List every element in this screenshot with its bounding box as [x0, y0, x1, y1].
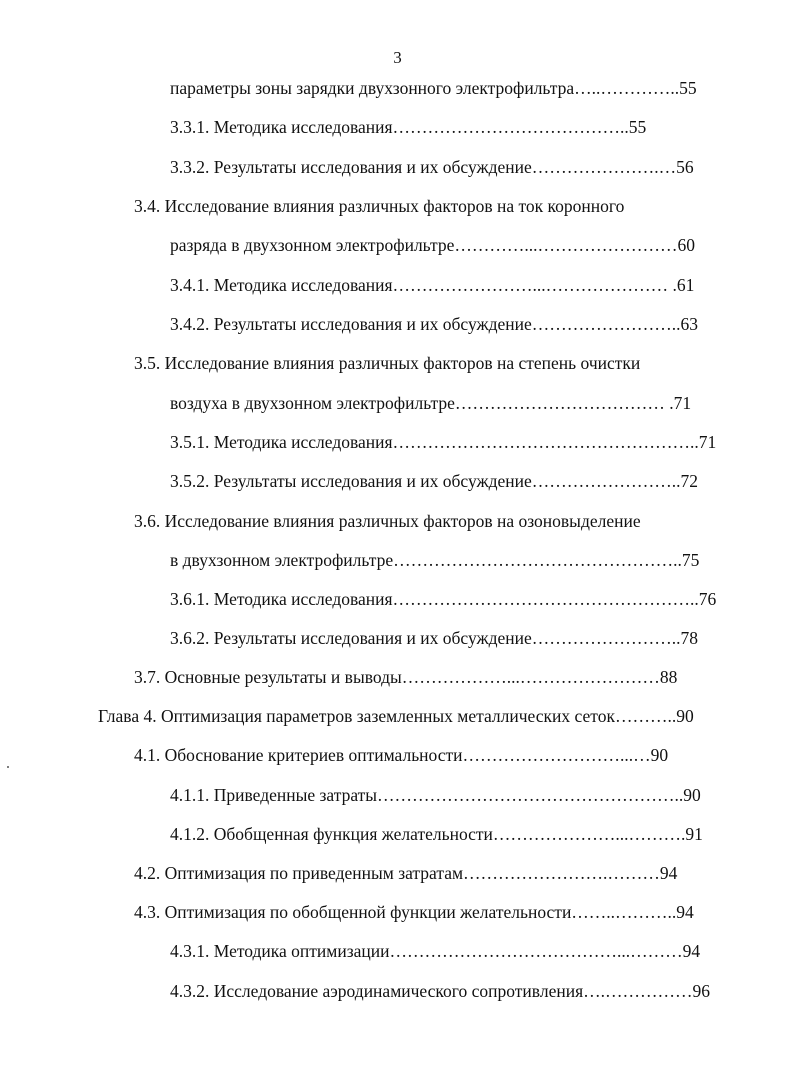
toc-entry-3-6-1: 3.6.1. Методика исследования……………………………………………..76	[170, 589, 717, 609]
toc-entry-3-6: 3.6. Исследование влияния различных факторов на озоновыделение	[134, 511, 641, 531]
toc-entry-4-2: 4.2. Оптимизация по приведенным затратам…………………….………94	[134, 863, 678, 883]
toc-entry-4-1: 4.1. Обоснование критериев оптимальности………………………...…90	[134, 745, 669, 765]
page-number: 3	[393, 48, 402, 67]
toc-entry-chapter-4: Глава 4. Оптимизация параметров заземленных металлических сеток………..90	[98, 706, 694, 726]
toc-entry-4-3-2: 4.3.2. Исследование аэродинамического сопротивления….……………96	[170, 981, 710, 1001]
toc-entry-3-4-continued: разряда в двухзонном электрофильтре…………...……………………60	[170, 235, 695, 255]
toc-entry-3-3-2: 3.3.2. Результаты исследования и их обсуждение………………….…56	[170, 157, 694, 177]
toc-entry-4-1-1: 4.1.1. Приведенные затраты……………………………………………..90	[170, 785, 701, 805]
scan-speck	[7, 766, 9, 768]
toc-entry-3-3-1: 3.3.1. Методика исследования…………………………………..55	[170, 117, 647, 137]
toc-entry-4-3-1: 4.3.1. Методика оптимизации…………………………………...………94	[170, 941, 701, 961]
toc-entry-3-5-2: 3.5.2. Результаты исследования и их обсуждение……………………..72	[170, 471, 698, 491]
toc-entry-4-1-2: 4.1.2. Обобщенная функция желательности…………………...……….91	[170, 824, 703, 844]
toc-entry-3-4-2: 3.4.2. Результаты исследования и их обсуждение……………………..63	[170, 314, 698, 334]
toc-entry-3-5-1: 3.5.1. Методика исследования……………………………………………..71	[170, 432, 717, 452]
toc-entry-3-6-continued: в двухзонном электрофильтре…………………………………………..75	[170, 550, 700, 570]
toc-entry-3-4-1: 3.4.1. Методика исследования……………………...………………… .61	[170, 275, 695, 295]
toc-entry-3-4: 3.4. Исследование влияния различных факторов на ток коронного	[134, 196, 625, 216]
toc-entry-3-3-continued: параметры зоны зарядки двухзонного электрофильтра…..…………..55	[170, 78, 697, 98]
toc-entry-3-7: 3.7. Основные результаты и выводы………………...……………………88	[134, 667, 678, 687]
toc-entry-3-5: 3.5. Исследование влияния различных факторов на степень очистки	[134, 353, 641, 373]
toc-entry-4-3: 4.3. Оптимизация по обобщенной функции желательности……..………..94	[134, 902, 694, 922]
toc-entry-3-5-continued: воздуха в двухзонном электрофильтре……………………………… .71	[170, 393, 692, 413]
toc-entry-3-6-2: 3.6.2. Результаты исследования и их обсуждение……………………..78	[170, 628, 698, 648]
